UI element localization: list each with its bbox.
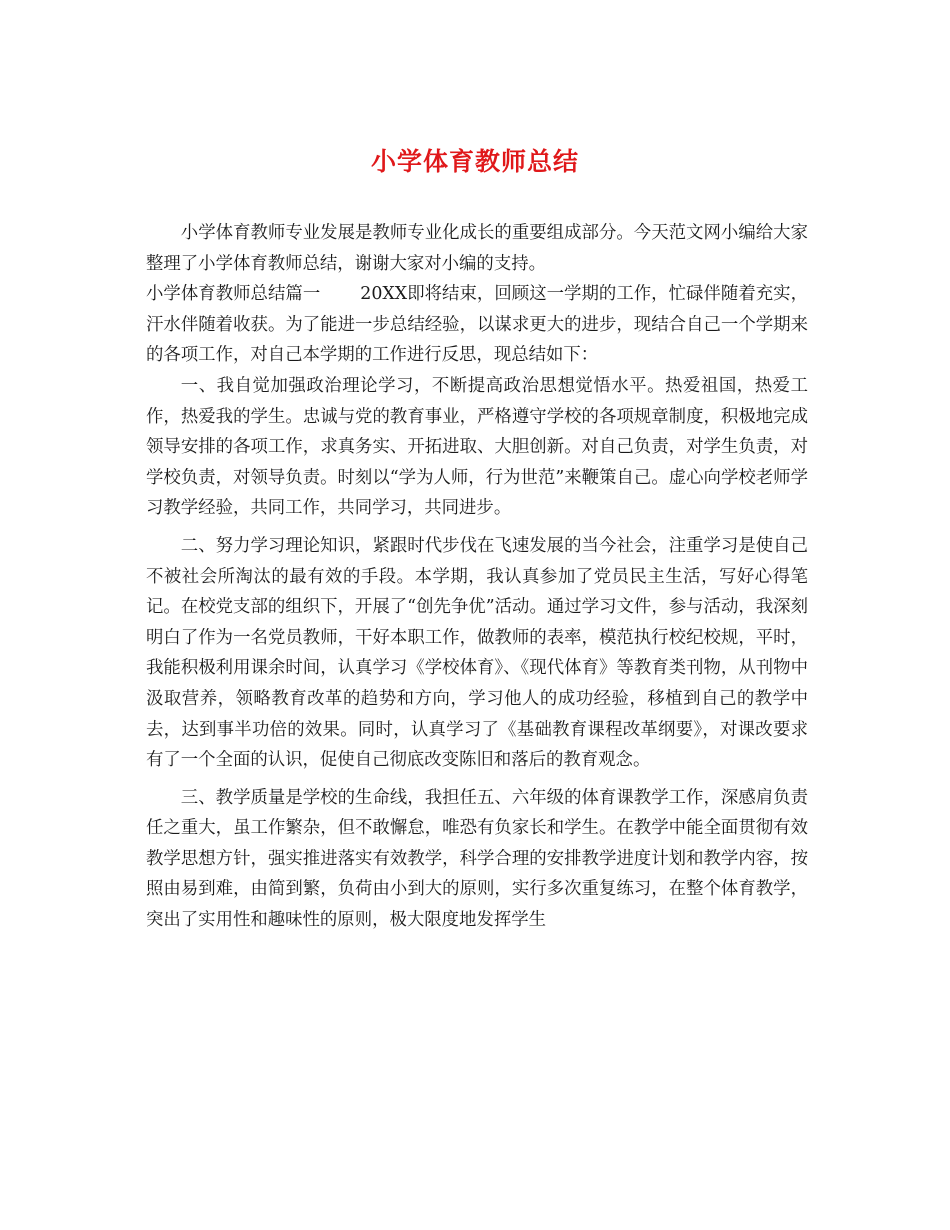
body-paragraph-2: 二、努力学习理论知识，紧跟时代步伐在飞速发展的当今社会，注重学习是使自己不被社会所淘汰的最有效的手段。本学期，我认真参加了党员民主生活，写好心得笔记。在校党支部的组织下，开展了“创先争优”活动。通过学习文件，参与活动，我深刻明白了作为一名党员教师，干好本职工作，做教师的表率，模范执行校纪校规，平时，我能积极利用课余时间，认真学习《学校体育》、《现代体育》等教育类刊物，从刊物中汲取营养，领略教育改革的趋势和方向，学习他人的成功经验，移植到自己的教学中去，达到事半功倍的效果。同时，认真学习了《基础教育课程改革纲要》，对课改要求有了一个全面的认识，促使自己彻底改变陈旧和落后的教育观念。: [146, 535, 808, 771]
section-intro-paragraph: [146, 279, 808, 371]
document-title: 小学体育教师总结: [370, 147, 579, 176]
intro-paragraph: 小学体育教师专业发展是教师专业化成长的重要组成部分。今天范文网小编给大家整理了小学体育教师总结，谢谢大家对小编的支持。: [146, 223, 808, 274]
document-body: [146, 218, 808, 943]
section-intro-text: 20XX即将结束，回顾这一学期的工作，忙碌伴随着充实，汗水伴随着收获。为了能进一步总结经验，以谋求更大的进步，现结合自己一个学期来的各项工作，对自己本学期的工作进行反思，现总结如下：: [146, 284, 808, 366]
body-paragraph-1: 一、我自觉加强政治理论学习，不断提高政治思想觉悟水平。热爱祖国，热爱工作，热爱我的学生。忠诚与党的教育事业，严格遵守学校的各项规章制度，积极地完成领导安排的各项工作，求真务实、开拓进取、大胆创新。对自己负责，对学生负责，对学校负责，对领导负责。时刻以“学为人师，行为世范”来鞭策自己。虚心向学校老师学习教学经验，共同工作，共同学习，共同进步。: [146, 375, 808, 519]
body-paragraph-3: 三、教学质量是学校的生命线，我担任五、六年级的体育课教学工作，深感肩负责任之重大，虽工作繁杂，但不敢懈怠，唯恐有负家长和学生。在教学中能全面贯彻有效教学思想方针，强实推进落实有效教学，科学合理的安排教学进度计划和教学内容，按照由易到难，由简到繁，负荷由小到大的原则，实行多次重复练习，在整个体育教学，突出了实用性和趣味性的原则，极大限度地发挥学生: [146, 787, 808, 931]
section-heading: 小学体育教师总结篇一: [146, 284, 321, 305]
